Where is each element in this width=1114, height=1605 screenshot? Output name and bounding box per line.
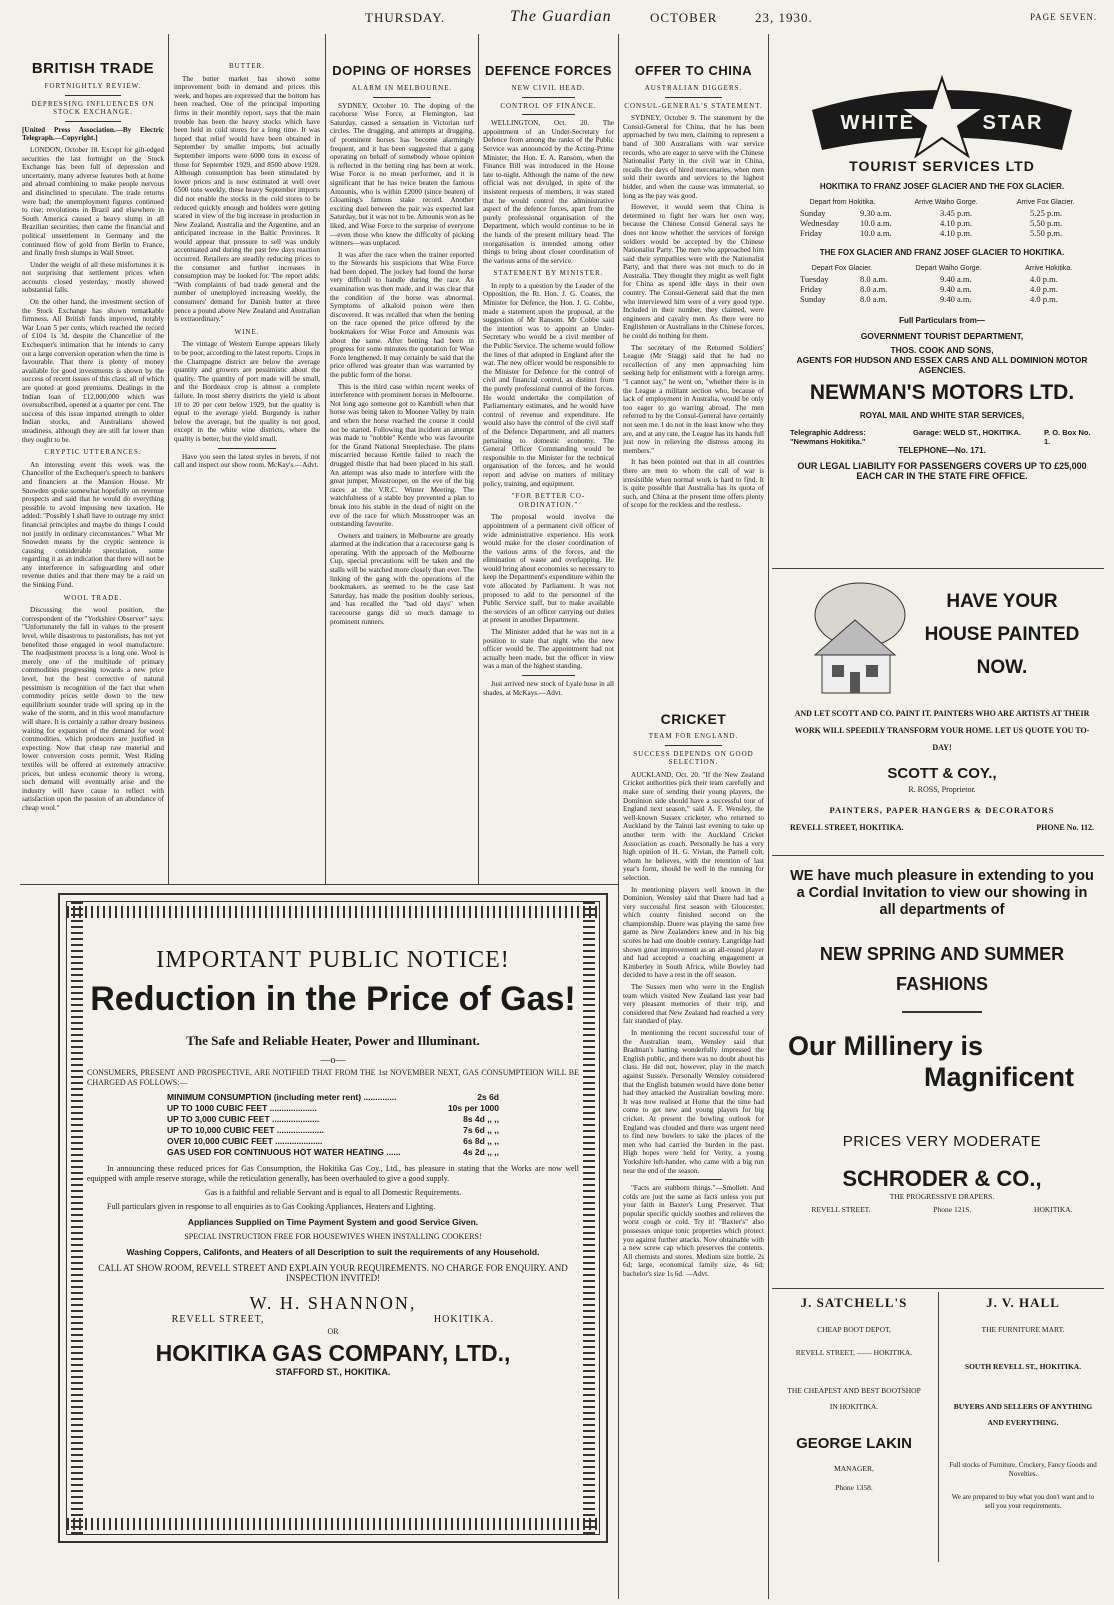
gas-headline: Reduction in the Price of Gas! <box>90 980 576 1018</box>
rate-row: UP TO 10,000 CUBIC FEET .................... 7s 6d ,, ,, <box>167 1125 499 1135</box>
advertisement-baxter: "Facts are stubborn things."—Smollett. And colds are just the same as facts unless you put your faith in Baxter's Lung Preserver. That popular specific quickly soothes and relieves the worst cough or cold. Try it! "Baxter's" also possesses unique tonic properties which protect you against further attacks. Now obtainable with a new screw cap which preserves the contents. All chemists and stores. Medium size bottle, 2s 6d; large, economical family size, 4s 6d; bachelor's size 1s 6d. —Advt. <box>623 1184 764 1279</box>
scott-phone: PHONE No. 112. <box>1036 823 1094 832</box>
scott-painting-advertisement <box>780 575 1104 845</box>
timetable-return <box>800 274 1084 304</box>
paragraph: In mentioning the recent successful tour of the Australian team, Wensley said that Bradman's batting wonderfully impressed the English public, and there was no doubt about his class. He did not, however, play in the match against Sussex. Personally Wensley considered that the English batsmen would have done better had they attacked the Australian bowling more. It was now realised at Home that the time had come to get new and young players for big cricket. At present the bowling outlook for England was clouded and there was urgent need to find new bowlers to take the places of the men who had carried the burden in the past. High hopes were held for Verity, a young Yorkshire left-hander, who came with a big run near the end of the season. <box>623 1029 764 1175</box>
gas-paragraph: Full particulars given in response to all enquiries as to Gas Cooking Appliances, Heaters and Lighting. <box>107 1202 436 1211</box>
schroder-town: HOKITIKA. <box>1034 1205 1073 1214</box>
hall-name: J. V. HALL <box>986 1295 1060 1310</box>
scott-name: SCOTT & COY., <box>887 765 997 782</box>
schroder-millinery-1: Our Millinery is <box>788 1031 984 1061</box>
rate-row: GAS USED FOR CONTINUOUS HOT WATER HEATING ...... 4s 2d ,, ,, <box>167 1147 499 1157</box>
headline: OFFER TO CHINA <box>634 63 753 78</box>
article-doping <box>330 60 474 884</box>
gas-town: HOKITIKA. <box>433 1314 495 1325</box>
white-star-subtitle: TOURIST SERVICES LTD <box>849 158 1035 174</box>
timetable-row: Wednesday 10.0 a.m. 4.10 p.m. 5.50 p.m. <box>800 218 1063 228</box>
satchell-manager: GEORGE LAKIN <box>796 1435 912 1452</box>
subhead: ALARM IN MELBOURNE. <box>351 84 453 92</box>
headline: CRICKET <box>660 711 727 727</box>
masthead-day: THURSDAY. <box>365 10 446 25</box>
satchell-name: J. SATCHELL'S <box>800 1295 908 1310</box>
paragraph: On the other hand, the investment section of the Stock Exchange has shown remarkable firmness. All British funds improved, notably War Loan 5 per cents, which reached the record of £104 1s 3d, despite the Chancellor of the Exchequer's intimation that he intends to carry out a large conversion operation when the time is favourable. That there is plenty of money available for good investments is shown by the success of recent issues of this class, all of which are quoted at good premiums. Dealings in the Indian loan of £12,000,000 which was oversubscribed, opened at a quarter per cent. The success of this issue imparted strength to older Indian stocks, and Australians showed steadiness, although they are still far lower than they ought to be. <box>22 298 164 444</box>
satchell-role: MANAGER, <box>834 1464 874 1473</box>
subhead: TEAM FOR ENGLAND. <box>648 732 739 740</box>
hall-advertisement <box>942 1295 1104 1560</box>
timetable-outbound <box>800 208 1084 238</box>
schroder-advertisement <box>780 862 1104 1282</box>
paragraph: The Minister added that he was not in a position to state that night who the new officer would be. The appointment had not actually been made, but the officer in view was a man of the highest standing. <box>483 628 614 671</box>
tourist-dept: GOVERNMENT TOURIST DEPARTMENT, <box>860 331 1024 341</box>
house-illustration <box>800 580 910 700</box>
gas-or: OR <box>327 1327 339 1336</box>
po-box: P. O. Box No. 1. <box>1044 428 1091 446</box>
timetable-row: Friday 10.0 a.m. 4.10 p.m. 5.50 p.m. <box>800 228 1063 238</box>
subhead: DEPRESSING INFLUENCES ON STOCK EXCHANGE. <box>31 99 155 117</box>
paragraph: The secretary of the Returned Soldiers' League (Mr Stagg) said that he had no recollection of any men approaching him seeking help for enlistment with a foreign army. "I cannot say," he went on, "whether there is in the League a militant section who, because of lack of employment in Australia, would be only too eager to go warring abroad. The men referred to by the Consul-General have certainly not seen me. I do not in the least know who they are, and at any rate, the League has its hands full just now in relieving the distress among its members." <box>623 343 764 455</box>
subhead: BUTTER. <box>229 62 265 70</box>
paragraph: An interesting event this week was the Chancellor of the Exchequer's speech to bankers and financiers at the Mansion House. Mr Snowden spoke somewhat hopefully on revenue prospects and said that he would do everything possible to avoid imposing new taxation. He added: "Possibly I shall have to outrage my strict financial principles and maybe do things I could not justify in ordinary circumstances." What Mr Snowden means by the cryptic sentence is causing considerable speculation, some regarding it as an indication that there will not be any interference in safeguarding and other revenue duties and that there may be a raid on the Sinking Fund. <box>22 460 164 590</box>
column-rule <box>618 34 619 1599</box>
route-heading: THE FOX GLACIER AND FRANZ JOSEF GLACIER TO HOKITIKA. <box>819 248 1065 257</box>
gas-tagline: The Safe and Reliable Heater, Power and Illuminant. <box>186 1033 480 1048</box>
column-rule <box>168 34 169 884</box>
masthead-date: 23, 1930. <box>755 10 813 25</box>
liability: OUR LEGAL LIABILITY FOR PASSENGERS COVERS UP TO £25,000 EACH CAR IN THE STATE FIRE OFFICE. <box>797 461 1087 481</box>
gas-bold-line: Washing Coppers, Califonts, and Heaters of all Description to suit the requirements of any Household. <box>126 1247 540 1257</box>
gas-notice-heading: IMPORTANT PUBLIC NOTICE! <box>156 947 510 973</box>
column-rule <box>478 34 479 884</box>
credit-line: [United Press Association.—By Electric Telegraph.—Copyright.] <box>22 125 164 143</box>
subhead: WINE. <box>234 327 260 336</box>
subhead: AUSTRALIAN DIGGERS. <box>644 84 743 92</box>
white-star-advertisement: WHITE STAR TOURIST SERVICES LTD HOKITIKA TO FRANZ JOSEF GLACIER AND THE FOX GLACIER. Depart from Hokitika. Arrive Waiho Gorge. Arrive Fox Glacier. Sunday 9.30 a.m. 3.45 p.m. 5.25 p.m. Wednesday 10.0 a.m. 4.10 p.m. 5.50 p.m. Friday 10.0 a.m. 4.10 p.m. 5.50 p.m. THE FOX GLACIER AND FRANZ JOSEF GLACIER TO HOKITIKA. Depart Fox Glacier. Depart Waiho Gorge. Arrive Hokitika. Tuesday 8.0 a.m. 9.40 a.m. 4.0 p.m. Friday 8.0 a.m. 9.40 a.m. 4.0 p.m. Sunday 8.0 a.m. 9.40 a.m. 4.0 p.m. Full Particulars from— GOVERNMENT TOURIST DEPARTMENT, THOS. COOK AND SONS, AGENTS FOR HUDSON AND ESSEX CARS AND ALL DOMINION MOTOR AGENCIES. NEWMAN'S MOTORS LTD. ROYAL MAIL AND WHITE STAR SERVICES, Telegraphic Address: "Newmans Hokitika." Garage: WELD ST., HOKITIKA. P. O. Box No. 1. TELEPHONE—No. 171. OUR LEGAL LIABILITY FOR PASSENGERS COVERS UP TO £25,000 EACH CAR IN THE STATE FIRE OFFICE. <box>780 60 1104 560</box>
column-rule <box>768 34 769 1599</box>
paragraph: The butter market has shown some improvement both in demand and prices this week, and hopes are expressed that the bottom has been reached. One of the principal importing firms in their monthly report, says that the main trouble has been the heavy stocks which have been held in cold stores for a long time. It was hoped that relief would have been obtained in September by smaller imports, but actually September imports were 6000 tons in excess of those for September 1929, and 8500 above 1928. Although consumption has been stimulated by lower prices and is now estimated at well over 6500 tons weekly, these heavy September imports did not enable the stocks in the cold stores to be reduced quickly enough and holders were getting scared in view of the big increase in production in New Zealand, Australia and the Argentine, and an anticipated increase in the Baltic Provinces. It would appear that pressure to sell was unduly accentuated and during the past few days reaction occurred. Retailers are steadily reducing prices to the consumer and further increases in consumption may be looked for. The report adds: "With complaints of bad trade general and the number of unemployed increasing weekly, the consumers' demand for Danish butter at three pence a pound above New Zealand and Australian is extraordinary." <box>174 74 320 324</box>
satchell-phone: Phone 1358. <box>835 1483 873 1492</box>
ornamental-border <box>71 902 83 1534</box>
painting-body: AND LET SCOTT AND CO. PAINT IT. PAINTERS WHO ARE ARTISTS AT THEIR WORK WILL SPEEDILY TRANSFORM YOUR HOME. LET US QUOTE YOU TO-DAY! <box>794 709 1090 752</box>
paragraph: SYDNEY, October 9. The statement by the Consul-General for China, that he has been approached by two men, claiming to represent a band of 300 Australians with war service records, who are eager to serve with the Chinese Nationalist Party in the civil war in China, recalls the days of hired mercenaries, when men sold their swords and services to the highest bidder, and when the cause was immaterial, so long as the pay was good. <box>623 114 764 200</box>
gas-paragraph: Gas is a faithful and reliable Servant and is equal to all Domestic Requirements. <box>204 1188 462 1197</box>
particulars: Full Particulars from— <box>899 316 985 325</box>
paragraph: This is the third case within recent weeks of interference with prominent horses in Melbourne. Not long ago someone got to Kambull when that horse was being taken to Moonee Valley by train and when the horse reached the course it could not be started. Following that incident an attempt was made to "nobble" Kentle who was favourite for the Grand National Steeplechase. The plans miscarried because Kentle failed to reach the drugged thistle that had been placed in his stall. An attempt was also made to interfere with the great jumper, Mosstrooper, on the eve of the big races at the V.R.C. Winter Meeting. The watchfulness of a stable boy prevented a plan to break into his stable in the dead of night on the eve of the race for which Mosstrooper was an outstanding favourite. <box>330 382 474 529</box>
schroder-intro: WE have much pleasure in extending to you a Cordial Invitation to view our showing in all departments of <box>790 868 1094 918</box>
article-british-trade-continued <box>174 58 320 884</box>
subhead: CONSUL-GENERAL'S STATEMENT. <box>624 101 763 110</box>
schroder-millinery-2: Magnificent <box>923 1062 1074 1092</box>
paragraph: It has been pointed out that in all countries there are men to whom the call of war is irresistible when normal work is hard to find. It is quite possible that Australia has its quota of such, and China at the present time offers plenty of scope for the reckless and the restless. <box>623 458 764 510</box>
satchell-address: REVELL STREET, —— HOKITIKA. <box>795 1348 913 1357</box>
painting-heading-2: HOUSE PAINTED <box>924 624 1080 645</box>
route-heading: HOKITIKA TO FRANZ JOSEF GLACIER AND THE FOX GLACIER. <box>819 182 1065 191</box>
rate-row: OVER 10,000 CUBIC FEET .................... 6s 8d ,, ,, <box>167 1136 499 1146</box>
timetable-row: Friday 8.0 a.m. 9.40 a.m. 4.0 p.m. <box>800 284 1058 294</box>
paragraph: SYDNEY, October 10. The doping of the racehorse Wise Force, at Flemington, last Saturday, caused a sensation in Victorian turf circles. The drugging, and attempts at drugging, of prominent horses has become alarmingly frequent, and it has been suggested that a gang operating on behalf of somebody whose opinion is reflected in the betting ring has been at work. Wise Force is no mean performer, and it is significant that he has twice beaten the famous Amounis, who is within £2000 (since beaten) of Gloaming's famous stake record. Another exciting duel between the pair was expected last Saturday, but it was not to be. Amounis won as he liked, and Wise Force to the surprise of everyone—even those who knew the difficulty of picking winners—was unplaced. <box>330 101 474 248</box>
gas-call: CALL AT SHOW ROOM, REVELL STREET AND EXPLAIN YOUR REQUIREMENTS. NO CHARGE FOR ENQUIRY. AND INSPECTION INVITED! <box>98 1263 568 1283</box>
gas-paragraph: In announcing these reduced prices for Gas Consumption, the Hokitika Gas Coy., Ltd., has pleasure in stating that the Works are now well equipped with ample reserve storage, while the reticulation generally, has been overhauled to give a good supply. <box>87 1164 579 1183</box>
scott-address: REVELL STREET, HOKITIKA. <box>790 823 904 832</box>
paragraph: Owners and trainers in Melbourne are greatly alarmed at the indication that a racecourse gang is operating. With the approach of the Melbourne Cup, special precautions will be taken and the stalls will be watched more closely than ever. The linking of the gang with the operations of the bookmakers, as seemed to be the case last Saturday, has made the position doubly serious, and has recalled the "bad old days" when racecourse gangs did so much damage to prominent runners. <box>330 531 474 626</box>
telegraphic-address: Telegraphic Address: "Newmans Hokitika." <box>790 428 866 446</box>
scott-proprietor: R. ROSS, Proprietor. <box>908 785 976 794</box>
schroder-name: SCHRODER & CO., <box>842 1166 1042 1191</box>
telephone: TELEPHONE—No. 171. <box>898 446 986 455</box>
schroder-tag: THE PROGRESSIVE DRAPERS. <box>889 1192 995 1201</box>
paragraph: Under the weight of all these misfortunes it is not surprising that settlement prices when accounts closed yesterday, mostly showed substantial falls. <box>22 260 164 295</box>
agents: AGENTS FOR HUDSON AND ESSEX CARS AND ALL DOMINION MOTOR AGENCIES. <box>796 355 1088 375</box>
satchell-advertisement <box>772 1295 936 1560</box>
rate-row: UP TO 1000 CUBIC FEET .................... 10s per 1000 <box>167 1103 499 1113</box>
gas-shannon: W. H. SHANNON, <box>249 1293 417 1313</box>
subhead: "FOR BETTER CO-ORDINATION." <box>511 492 586 509</box>
satchell-sub: CHEAP BOOT DEPOT, <box>817 1325 891 1334</box>
schroder-phone: Phone 121S. <box>933 1205 972 1214</box>
gas-street: REVELL STREET, <box>171 1314 265 1325</box>
timetable-row: Sunday 9.30 a.m. 3.45 p.m. 5.25 p.m. <box>800 208 1063 218</box>
hall-stocks: Full stocks of Furniture, Crockery, Fancy Goods and Novelties. <box>949 1461 1097 1478</box>
royal-mail: ROYAL MAIL AND WHITE STAR SERVICES, <box>859 411 1025 420</box>
paragraph: It was after the race when the trainer reported to the Stewards his suspicions that Wise Force had been doped. The jockey had found the horse very difficult to handle during the race. An examination was then made, and it was clear that the condition of the horse was abnormal. Symptoms of alkaloid poison were then discovered. It was recalled that when the betting on the race opened the price offered by the bookmakers for Wise Force and Amounis was about the same. After betting had been in progress for some minutes the quotation for Wise Force lengthened. It may certainly be said that the price offered was greater than was warranted by the public form of the horse. <box>330 250 474 379</box>
hall-prepared: We are prepared to buy what you don't want and to sell you your requirements. <box>951 1493 1095 1510</box>
rate-row: MINIMUM CONSUMPTION (including meter rent) .............. 2s 6d <box>167 1092 499 1102</box>
painting-heading-3: NOW. <box>976 657 1028 678</box>
paragraph: The proposal would involve the appointment of a permanent civil officer of wide administrative experience. His work would make for the closer coordination of the various arms of the forces, and the elimination of waste and overlapping. He would bring about economies so necessary to keep the Department's expenditure within the vote allocated by Parliament. It was not proposed to add to the personnel of the Public Service staff, but to make available the services of an officer carrying out duties at present in another Department. <box>483 513 614 625</box>
subhead: WOOL TRADE. <box>63 593 123 602</box>
subhead: FORTNIGHTLY REVIEW. <box>44 82 142 90</box>
hall-buyers: BUYERS AND SELLERS OF ANYTHING AND EVERYTHING. <box>953 1402 1093 1427</box>
article-cricket <box>623 708 764 1568</box>
gas-intro: CONSUMERS, PRESENT AND PROSPECTIVE, ARE NOTIFIED THAT FROM THE 1st NOVEMBER NEXT, GAS CONSUMPTEION WILL BE CHARGED AS FOLLOWS:— <box>87 1068 579 1087</box>
advertisement-lyle: Just arrived new stock of Lyale hose in all shades, at McKays.—Advt. <box>483 680 614 697</box>
rate-row: UP TO 3,000 CUBIC FEET .................... 8s 4d ,, ,, <box>167 1114 499 1124</box>
ornamental-border <box>67 906 599 918</box>
subhead: CRYPTIC UTTERANCES. <box>44 448 142 457</box>
paragraph: WELLINGTON, Oct. 20. The appointment of an Under-Secretary for Defence from among the ranks of the Public Service was announced by the Acting-Prime Minister, the Hon. E. A. Ransom, when the Finance Bill was introduced in the House late to-night. Although the name of the new official was not divulged, in spite of the insistent requests of members, it was stated that he would control the administrative aspect of the defence forces, apart from the purely professional organisation of the Department, which would continue to be in the hands of the present military head. The reorganisation is intended among other things to bring about closer coordination of the various arms of the service. <box>483 119 614 265</box>
schroder-address: REVELL STREET. <box>811 1205 871 1214</box>
article-defence <box>483 60 614 884</box>
newmans-motors: NEWMAN'S MOTORS LTD. <box>809 381 1075 404</box>
gas-bold-line: Appliances Supplied on Time Payment System and good Service Given. <box>187 1217 479 1227</box>
timetable-row: Sunday 8.0 a.m. 9.40 a.m. 4.0 p.m. <box>800 294 1058 304</box>
article-china <box>623 60 764 700</box>
subhead: NEW CIVIL HEAD. <box>511 84 586 92</box>
timetable-row: Tuesday 8.0 a.m. 9.40 a.m. 4.0 p.m. <box>800 274 1058 284</box>
masthead-paper: The Guardian <box>510 8 612 25</box>
subhead: CONTROL OF FINANCE. <box>500 101 597 110</box>
schroder-fashions: NEW SPRING AND SUMMER FASHIONS <box>819 944 1065 994</box>
column-rule <box>325 34 326 884</box>
advertisement-mckay: Have you seen the latest styles in berets, if not call and inspect our show room. McKay's.—Advt. <box>174 452 320 470</box>
thos-cook: THOS. COOK AND SONS, <box>890 345 994 355</box>
paragraph: LONDON, October 18. Except for gilt-edged securities the last fortnight on the Stock Exchange has been full of depression and uncertainty, many adverse features both at home and abroad combining to make people nervous and disinclined to speculate. The trade returns were bad; the unemployment figures continued to rise; revolutions in Brazil and elsewhere in South America caused a heavy slump in all Brazilian securities, then came the financial and political unsettlement in Germany and the continued flow of gold from Berlin to France, and finally fresh slumps in Wall Street. <box>22 145 164 258</box>
masthead <box>330 6 1110 32</box>
subhead: SUCCESS DEPENDS ON GOOD SELECTION. <box>633 749 754 767</box>
headline: DEFENCE FORCES <box>485 63 612 78</box>
paragraph: However, it would seem that China is determined to fight her wars her own way, because the Chinese Consul General says he does not know whether the services of foreign soldiers would be accepted by the Chinese Nationalist Party. The men who approached him said their sympathies were with the Nationalist Party, and that there was not much to do in Australia. They thought they might as well fight for China as spend idle days in their own country. The Consul-General said that the men who interviewed him were of a very good type. Included in their number, they claimed, were engineers and cavalry men. As there were no Englishmen or Australians in the Chinese forces, he could do nothing for them. <box>623 203 764 341</box>
ornamental-border <box>67 1518 599 1530</box>
gas-special: SPECIAL INSTRUCTION FREE FOR HOUSEWIVES WHEN INSTALLING COOKERS! <box>184 1232 482 1241</box>
paragraph: The Sussex men who were in the English team which visited New Zealand last year had very pleasant memories of their trip, and considered that New Zealand had reached a very fair standard of play. <box>623 983 764 1026</box>
ornamental-border <box>583 902 595 1534</box>
paragraph: The vintage of Western Europe appears likely to be poor, according to the latest reports. Crops in the Champagne district are below the average quantity and growers are pessimistic about the quality. The quantity of port made will be small, and the Bordeaux crop is almost a complete failure. In most sherry districts the yield is about 10 to 20 per cent below 1929, but the quality is equal to the average yield. Burgundy is rather below the average, but the quality is not good, except in the white wine districts, where the quality is better, but the yield small. <box>174 340 320 443</box>
schroder-prices: PRICES VERY MODERATE <box>842 1133 1042 1150</box>
headline: BRITISH TRADE <box>31 60 155 77</box>
subhead: STATEMENT BY MINISTER. <box>493 269 604 278</box>
gas-rates-table <box>167 1092 499 1158</box>
gas-advertisement: IMPORTANT PUBLIC NOTICE! Reduction in the Price of Gas! The Safe and Reliable Heater, Power and Illuminant. —o— CONSUMERS, PRESENT AND PROSPECTIVE, ARE NOTIFIED THAT FROM THE 1st NOVEMBER NEXT, GAS CONSUMPTEION WILL BE CHARGED AS FOLLOWS:— MINIMUM CONSUMPTION (including meter rent) .............. 2s 6d UP TO 1000 CUBIC FEET .................... 10s per 1000 UP TO 3,000 CUBIC FEET .................... 8s 4d ,, ,, UP TO 10,000 CUBIC FEET .................... 7s 6d ,, ,, OVER 10,000 CUBIC FEET .................... 6s 8d ,, ,, GAS USED FOR CONTINUOUS HOT WATER HEATING ...... 4s 2d ,, ,, In announcing these reduced prices for Gas Consumption, the Hokitika Gas Coy., Ltd., has pleasure in stating that the Works are now well equipped with ample reserve storage, while the reticulation generally, has been overhauled to give a good supply. Gas is a faithful and reliable Servant and is equal to all Domestic Requirements. Full particulars given in response to all enquiries as to Gas Cooking Appliances, Heaters and Lighting. Appliances Supplied on Time Payment System and good Service Given. SPECIAL INSTRUCTION FREE FOR HOUSEWIVES WHEN INSTALLING COOKERS! Washing Coppers, Califonts, and Heaters of all Description to suit the requirements of any Household. CALL AT SHOW ROOM, REVELL STREET AND EXPLAIN YOUR REQUIREMENTS. NO CHARGE FOR ENQUIRY. AND INSPECTION INVITED! W. H. SHANNON, REVELL STREET, HOKITIKA. OR HOKITIKA GAS COMPANY, LTD., STAFFORD ST., HOKITIKA. <box>58 893 608 1543</box>
gas-company: HOKITIKA GAS COMPANY, LTD., <box>155 1340 511 1366</box>
white-star-wordmark: WHITE STAR <box>840 112 1044 134</box>
scott-trade: PAINTERS, PAPER HANGERS & DECORATORS <box>829 805 1055 815</box>
section-rule <box>20 884 618 885</box>
paragraph: AUCKLAND, Oct. 20. "If the New Zealand Cricket authorities pick their team carefully and make sure of sending their young players, the Dominion side should have a successful tour of England next season," said A. F. Wensley, the well-known Sussex cricketer, who returned to Auckland by the Tainui last evening to take up another term with the Auckland Cricket Association as coach. Personally he has a very high opinion of H. G. Vivian, the Parnell colt, whom he believes, with the retention of last year's form, should be well in the running for selection. <box>623 770 764 882</box>
article-british-trade <box>22 58 164 884</box>
masthead-month: OCTOBER <box>650 10 718 25</box>
gas-company-address: STAFFORD ST., HOKITIKA. <box>275 1367 391 1377</box>
paragraph: In mentioning players well known in the Dominion, Wensley said that Duere had had a very successful first season with Gloucester, which county finished second on the championship. Duere was playing the same free game as New Zealanders knew and in his big scores he had one double century. Langridge had shown great improvement as an all-round player and had accepted a coaching engagement at Kimberley in South Africa, while Bowley had decided to have a rest in the off season. <box>623 885 764 980</box>
hall-sub: THE FURNITURE MART. <box>981 1325 1065 1334</box>
headline: DOPING OF HORSES <box>332 63 472 78</box>
paragraph: Discussing the wool position, the correspondent of the "Yorkshire Observer" says: "Unfortunately the fall in values to the present level, while disastrous to pastoralists, has not yet benefited those engaged in wool manufacture. The readjustment process is a long one. Wool is merely one of the multitude of primary commodities progressing towards a new price level, but the best corrective of natural pessimism is recognition of the fact that when commodity prices settle down to the new equilibrium sounder trade will spring up in the wake of the storm, and in this wool manufacture will share. It is certainly a rather dreary business waiting for expansion of the demand for wool commodities, which producers are justified in expecting. Now that cheap raw material and lower conversion costs permit, West Riding textiles will be offered at extremely attractive prices, but unless economic theory is wrong, such demand will eventually arise and the industry will have cause to reflect with satisfaction upon the passion of an abundance of cheap wool." <box>22 606 164 812</box>
hall-address: SOUTH REVELL ST., HOKITIKA. <box>964 1362 1082 1371</box>
garage-address: Garage: WELD ST., HOKITIKA. <box>913 428 1021 437</box>
masthead-page: PAGE SEVEN. <box>1030 12 1098 22</box>
painting-heading-1: HAVE YOUR <box>946 591 1058 612</box>
paragraph: In reply to a question by the Leader of the Opposition, the Rt. Hon. J. G. Coates, the Minister for Defence, the Hon. J. G. Cobbe, made a statement upon the proposal, at the suggestion of Mr Ransom. Mr Cobbe said the intention was to appoint an Under-Secretary who would be a civil member of the Public Service. The scheme would follow the lines of that adopted in England after the war. The new officer would be responsible to the Minister for Defence for the control of civil and financial control, as distinct from the purely professional control of the forces. He would undertake the compilation of Parliamentary estimates, and he would have control of revenue and expenditure. He would also have the control of the civil staff of the Defence Department, and all matters pertaining to domestic economy. The General Officer Commanding would be responsible to the Minister for the technical organisation of the forces, and he would report and advise on matters of military policy, training, and equipment. <box>483 281 614 488</box>
satchell-cheapest: THE CHEAPEST AND BEST BOOTSHOP IN HOKITIKA. <box>787 1386 921 1411</box>
